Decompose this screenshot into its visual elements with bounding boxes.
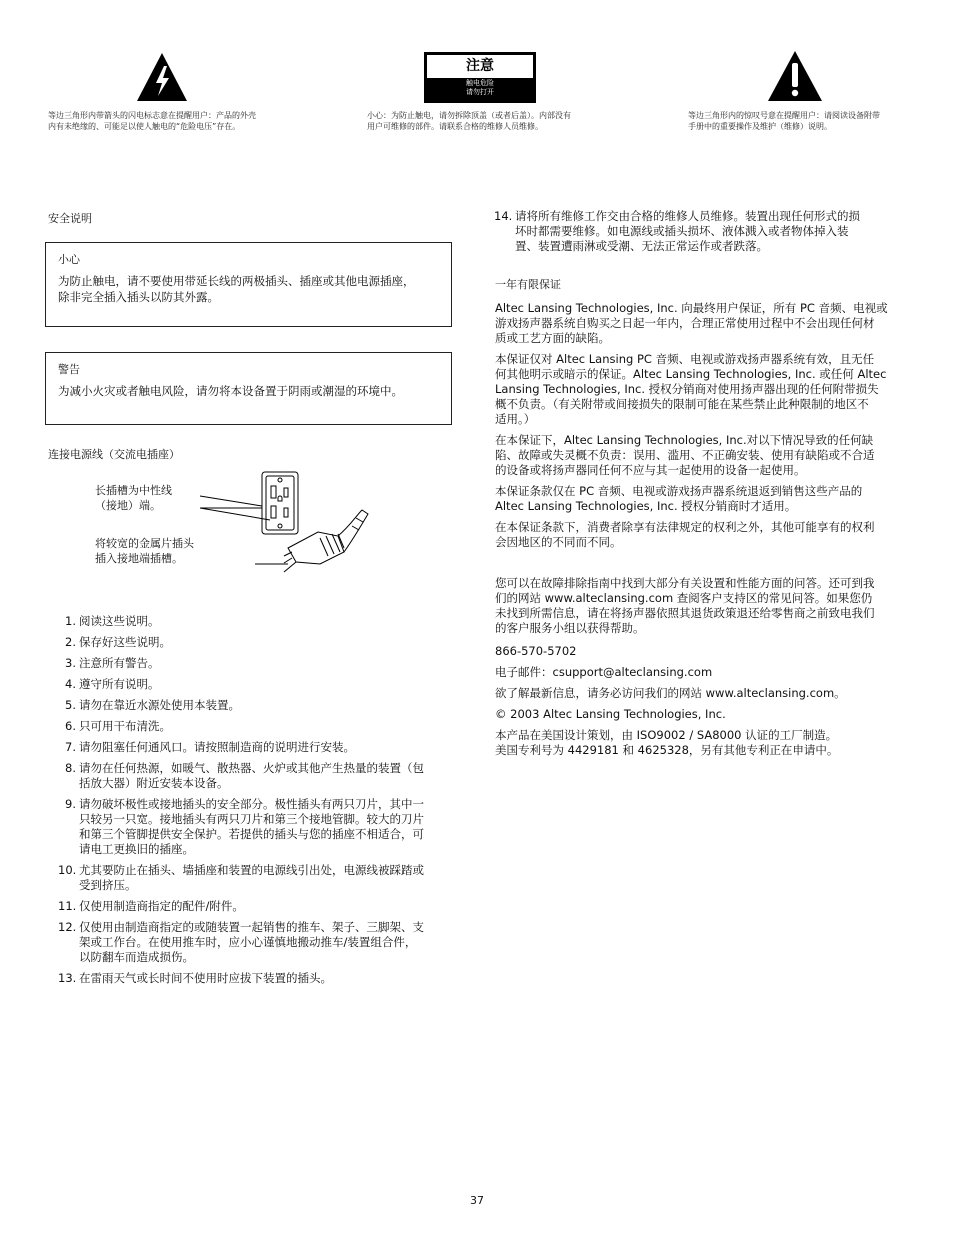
list-item [64, 656, 464, 671]
website-note: 欲了解最新信息，请务必访问我们的网站 www.alteclansing.com。 [495, 686, 846, 700]
lightning-caption [48, 110, 318, 132]
item-14 [494, 209, 920, 260]
warranty-paragraph [495, 484, 915, 514]
list-item [64, 761, 464, 791]
list-item [64, 797, 464, 857]
list-item [58, 920, 464, 965]
warranty-paragraph [495, 352, 915, 427]
warranty-text [495, 301, 915, 556]
warning-box-title: 警告 [58, 363, 80, 376]
item-number: 10. [58, 863, 77, 877]
item-text: 遵守所有说明。 [79, 677, 160, 691]
caution-box-text [58, 273, 439, 305]
item-number: 7. [65, 740, 76, 754]
item-text: 保存好这些说明。 [79, 635, 171, 649]
item-number: 3. [65, 656, 76, 670]
item-text: 和第三个管脚提供安全保护。若提供的插头与您的插座不相适合，可 [79, 827, 424, 841]
item-text: 只较另一只宽。接地插头有两只刀片和第三个接地管脚。较大的刀片 [79, 812, 424, 826]
item-number: 5. [65, 698, 76, 712]
warranty-paragraph [495, 433, 915, 478]
list-item [64, 677, 464, 692]
plug-outlet-diagram [180, 468, 380, 578]
item-text: 尤其要防止在插头、墙插座和装置的电源线引出处，电源线被踩踏或 [79, 863, 424, 877]
item-text: 架或工作台。在使用推车时，应小心谨慎地搬动推车/装置组合件， [79, 935, 417, 949]
caution-caption [367, 110, 637, 132]
text-line: Lansing Technologies, Inc. 授权分销商对使用扬声器出现的任何附带损失 [495, 382, 879, 396]
text-line: Altec Lansing Technologies, Inc. 授权分销商时才适用。 [495, 499, 797, 513]
text-line: 为减小火灾或者触电风险，请勿将本设备置于阴雨或潮湿的环境中。 [58, 384, 403, 398]
text-line: 概不负责。（有关附带或间接损失的限制可能在某些禁止此种限制的地区不 [495, 397, 869, 411]
list-item [64, 635, 464, 650]
caption-line: 等边三角形内带箭头的闪电标志意在提醒用户：产品的外壳 [48, 111, 256, 120]
text-line: 本保证仅对 Altec Lansing PC 音频、电视或游戏扬声器系统有效，且无任 [495, 352, 875, 366]
instruction-items-continued [494, 209, 920, 254]
item-number: 12. [58, 920, 77, 934]
list-item [64, 698, 464, 713]
item-number: 2. [65, 635, 76, 649]
caution-title: 注意 [427, 55, 533, 78]
item-number: 14. [494, 209, 513, 223]
text-line: 您可以在故障排除指南中找到大部分有关设置和性能方面的问答。还可到我 [495, 576, 875, 590]
text-line: 的设备或将扬声器同任何不应与其一起使用的设备一起使用。 [495, 463, 806, 477]
instruction-items [58, 614, 464, 986]
text-line: 本产品在美国设计策划，由 ISO9002 / SA8000 认证的工厂制造。 [495, 728, 838, 742]
warranty-paragraph [495, 301, 915, 346]
text-line: 未找到所需信息，请在将扬声器依照其退货政策退还给零售商之前致电我们 [495, 606, 875, 620]
caution-box-title: 小心 [58, 253, 80, 266]
text-line: 何其他明示或暗示的保证。Altec Lansing Technologies, Inc. 或任何 Altec [495, 367, 887, 381]
item-text: 只可用干布清洗。 [79, 719, 171, 733]
item-text: 仅使用由制造商指定的或随装置一起销售的推车、架子、三脚架、支 [79, 920, 424, 934]
item-text: 在雷雨天气或长时间不使用时应拔下装置的插头。 [79, 971, 332, 985]
plug-label-neutral [95, 483, 172, 513]
item-text: 请勿阻塞任何通风口。请按照制造商的说明进行安装。 [79, 740, 355, 754]
text-line: 在本保证条款下，消费者除享有法律规定的权利之外，其他可能享有的权利 [495, 520, 875, 534]
item-number: 6. [65, 719, 76, 733]
item-text: 请勿在任何热源，如暖气、散热器、火炉或其他产生热量的装置（包 [79, 761, 424, 775]
item-number: 1. [65, 614, 76, 628]
item-text: 请将所有维修工作交由合格的维修人员维修。装置出现任何形式的损 [515, 209, 860, 223]
item-text: 置、装置遭雨淋或受潮、无法正常运作或者跌落。 [515, 239, 768, 253]
lightning-triangle-icon [136, 52, 188, 102]
item-text: 坏时都需要维修。如电源线或插头损坏、液体溅入或者物体掉入装 [515, 224, 849, 238]
warranty-paragraph [495, 520, 915, 550]
copyright: © 2003 Altec Lansing Technologies, Inc. [495, 707, 726, 721]
text-line: 游戏扬声器系统自购买之日起一年内，合理正常使用过程中不会出现任何材 [495, 316, 875, 330]
label-line: 插入接地端插槽。 [95, 552, 183, 565]
caution-sub-line: 请勿打开 [466, 88, 494, 96]
exclamation-caption [688, 110, 948, 132]
warning-box-text [58, 383, 439, 399]
warning-box [45, 352, 452, 425]
item-number: 9. [65, 797, 76, 811]
text-line: Altec Lansing Technologies, Inc. 向最终用户保证，所有 PC 音频、电视或 [495, 301, 888, 315]
text-line: 美国专利号为 4429181 和 4625328，另有其他专利正在申请中。 [495, 743, 839, 757]
text-line: 质或工艺方面的缺陷。 [495, 331, 610, 345]
label-line: （接地）端。 [95, 499, 161, 512]
list-item [58, 971, 464, 986]
support-paragraph [495, 576, 915, 636]
item-text: 注意所有警告。 [79, 656, 160, 670]
item-text: 仅使用制造商指定的配件/附件。 [79, 899, 244, 913]
power-heading: 连接电源线（交流电插座） [48, 448, 180, 461]
instructions-list [58, 614, 464, 992]
item-number: 11. [58, 899, 77, 913]
label-line: 将较宽的金属片插头 [95, 537, 194, 550]
support-text [495, 576, 915, 764]
list-item [64, 740, 464, 755]
text-line: 们的网站 www.alteclansing.com 查阅客户支持区的常见问答。如果您仍 [495, 591, 873, 605]
origin-patents [495, 728, 915, 758]
warranty-heading: 一年有限保证 [495, 278, 561, 291]
list-item [58, 899, 464, 914]
item-text: 受到挤压。 [79, 878, 137, 892]
caution-sub-line: 触电危险 [466, 79, 494, 87]
item-text: 阅读这些说明。 [79, 614, 160, 628]
caution-box [45, 242, 452, 327]
exclamation-triangle-icon [767, 50, 823, 102]
item-text: 请勿在靠近水源处使用本装置。 [79, 698, 240, 712]
item-text: 括放大器）附近安装本设备。 [79, 776, 229, 790]
list-item [58, 863, 464, 893]
caption-line: 小心：为防止触电，请勿拆除顶盖（或者后盖）。内部没有 [367, 111, 571, 120]
item-number: 4. [65, 677, 76, 691]
caption-line: 手册中的重要操作及维护（维修）说明。 [688, 122, 832, 131]
caution-label [424, 52, 536, 103]
item-number: 13. [58, 971, 77, 985]
caption-line: 等边三角形内的惊叹号意在提醒用户：请阅读设备附带 [688, 111, 880, 120]
item-text: 请勿破坏极性或接地插头的安全部分。极性插头有两只刀片，其中一 [79, 797, 424, 811]
caption-line: 用户可维修的部件。请联系合格的维修人员维修。 [367, 122, 543, 131]
text-line: 除非完全插入插头以防其外露。 [58, 290, 219, 304]
support-email: 电子邮件：csupport@alteclansing.com [495, 665, 713, 679]
item-text: 以防翻车而造成损伤。 [79, 950, 194, 964]
page-number: 37 [470, 1194, 484, 1207]
text-line: 的客户服务小组以获得帮助。 [495, 621, 645, 635]
list-item [64, 719, 464, 734]
list-item [494, 209, 920, 254]
support-phone: 866-570-5702 [495, 644, 577, 658]
safety-heading: 安全说明 [48, 212, 92, 225]
list-item [64, 614, 464, 629]
text-line: 会因地区的不同而不同。 [495, 535, 622, 549]
text-line: 本保证条款仅在 PC 音频、电视或游戏扬声器系统退返到销售这些产品的 [495, 484, 863, 498]
text-line: 适用。） [495, 412, 536, 426]
caption-line: 内有未绝缘的、可能足以使人触电的“危险电压”存在。 [48, 122, 241, 131]
label-line: 长插槽为中性线 [95, 484, 172, 497]
item-text: 请电工更换旧的插座。 [79, 842, 194, 856]
text-line: 陷、故障或失灵概不负责：误用、滥用、不正确安装、使用有缺陷或不合适 [495, 448, 875, 462]
text-line: 在本保证下，Altec Lansing Technologies, Inc.对以下情况导致的任何缺 [495, 433, 874, 447]
item-number: 8. [65, 761, 76, 775]
caution-subtitle [424, 79, 536, 97]
text-line: 为防止触电，请不要使用带延长线的两极插头、插座或其他电源插座， [58, 274, 415, 288]
